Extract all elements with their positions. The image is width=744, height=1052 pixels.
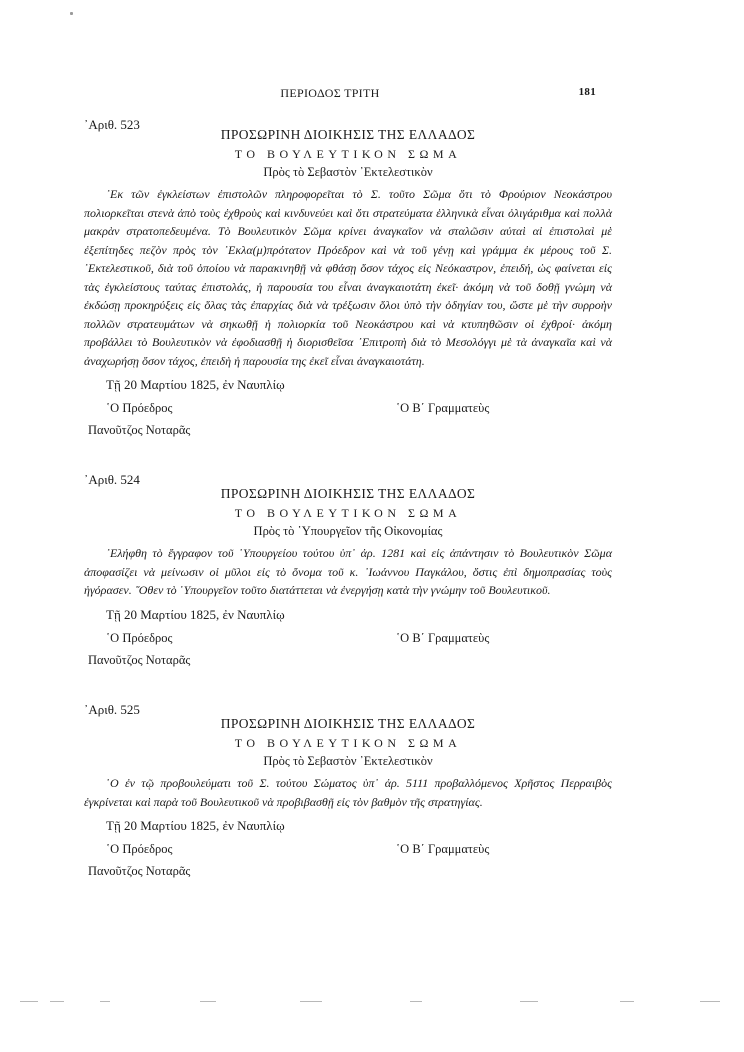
signature-row [84,631,612,651]
addressee: Πρὸς τὸ Σεβαστὸν ᾿Εκτελεστικὸν [263,165,433,179]
page-number: 181 [578,86,596,98]
president-name: Πανοῦτζος Νοταρᾶς [88,423,191,437]
scan-mark [700,1001,720,1002]
scan-mark [520,1001,538,1002]
document-body: ῾Ο ἐν τῷ προβουλεύματι τοῦ Σ. τούτου Σώματος ὑπ᾿ ἀρ. 5111 προβαλλόμενος Χρῆστος Περραιβὸς ἐγκρίνεται καὶ παρὰ τοῦ Βουλευτικοῦ νὰ προβιβασθῇ εἰς τὸν βαθμὸν τῆς στρατηγίας. [84,776,612,809]
president-title: ῾Ο Πρόεδρος [106,630,173,645]
council-title: ΤΟ ΒΟΥΛΕΥΤΙΚΟΝ ΣΩΜΑ [234,506,462,520]
signature-row [84,401,612,421]
date-line: Τῇ 20 Μαρτίου 1825, ἐν Ναυπλίῳ [106,377,285,392]
running-title: ΠΕΡΙΟΔΟΣ ΤΡΙΤΗ [280,86,380,100]
secretary-title: ῾Ο Β΄ Γραμματεὺς [396,842,490,856]
scan-mark [20,1001,38,1002]
document-body: ᾿Ελήφθη τὸ ἔγγραφον τοῦ ῾Υπουργείου τούτου ὑπ᾿ ἀρ. 1281 καὶ εἰς ἀπάντησιν τὸ Βουλευτικὸν Σῶμα ἀποφασίζει νὰ μείνωσιν οἱ μῦλοι εἰς τὸ ὄνομα τοῦ κ. ᾿Ιωάννου Παγκάλου, ὅστις ἐπὶ δημοπρασίας τοὺς ἠγόρασεν. ῞Οθεν τὸ ῾Υπουργεῖον τοῦτο διατάττεται νὰ ἐνεργήσῃ κατὰ τὴν γνώμην τοῦ Βουλευτικοῦ. [84,546,612,597]
scan-mark [620,1001,634,1002]
government-title: ΠΡΟΣΩΡΙΝΗ ΔΙΟΙΚΗΣΙΣ ΤΗΣ ΕΛΛΑΔΟΣ [220,127,476,142]
signature-row [84,842,612,862]
scan-mark [100,1001,110,1002]
date-line: Τῇ 20 Μαρτίου 1825, ἐν Ναυπλίῳ [106,818,285,833]
government-title: ΠΡΟΣΩΡΙΝΗ ΔΙΟΙΚΗΣΙΣ ΤΗΣ ΕΛΛΑΔΟΣ [220,486,476,501]
document-525 [84,702,612,880]
president-title: ῾Ο Πρόεδρος [106,401,173,415]
secretary-title: ῾Ο Β΄ Γραμματεὺς [396,630,490,645]
addressee: Πρὸς τὸ Σεβαστὸν ᾿Εκτελεστικὸν [263,754,433,768]
document-523 [84,117,612,439]
scan-mark [300,1001,322,1002]
document-body: ᾿Εκ τῶν ἐγκλείστων ἐπιστολῶν πληροφορεῖται τὸ Σ. τοῦτο Σῶμα ὅτι τὸ Φρούριον Νεοκάστρου πολιορκεῖται στενὰ ἀπὸ τοὺς ἐχθροὺς καὶ κινδυνεύει καὶ ὅτι στρατεύματα ἑλληνικὰ εἶναι ὀλιγάριθμα καὶ πολλὰ μακρὰν στρατοπεδευμένα. Τὸ Βουλευτικὸν Σῶμα κρίνει ἀναγκαῖον νὰ σταλῶσιν αὐταὶ αἱ ἐπιστολαὶ μὲ ἐξεπίτηδες πεζὸν πρὸς τὸν ᾿Εκλα(μ)πρότατον Πρόεδρον καὶ νὰ τοῦ γένῃ καὶ γράμμα ἐκ μέρους τοῦ Σ. ᾿Εκτελεστικοῦ, διὰ τοῦ ὁποίου νὰ παρακινηθῇ νὰ φθάσῃ ὅσον τάχος εἰς Νεόκαστρον, ἐπειδή, ὡς φαίνεται εἰς τὰς ἐγκλείστους ταύτας ἐπιστολάς, ἡ παρουσία του εἶναι ἀναγκαιοτάτη ἐκεῖ· ἀκόμη νὰ τοῦ δοθῇ γνώμη νὰ ἐκδώσῃ προκηρύξεις εἰς ὅλας τὰς ἐπαρχίας διὰ νὰ τρέξωσιν ὅλοι ὑπὸ τὴν ὁδηγίαν του, ὥστε μὲ τὴν συρροὴν πολλῶν στρατευμάτων νὰ σηκωθῇ ἡ πολιορκία τοῦ Νεοκάστρου καὶ νὰ κτυπηθῶσιν οἱ ἐχθροί· ἀκόμη προβάλλει τὸ Βουλευτικὸν νὰ ἐφοδιασθῇ ἡ διορισθεῖσα ᾿Επιτροπὴ διὰ τὸ Μεσολόγγι μὲ τὰ ἀναγκαῖα καὶ νὰ ἀναχωρήσῃ ὅσον τάχος, ἐπειδὴ ἡ παρουσία της ἐκεῖ εἶναι ἀναγκαιοτάτη. [84,187,612,368]
page-header [0,86,744,104]
document-524 [84,472,612,669]
date-line: Τῇ 20 Μαρτίου 1825, ἐν Ναυπλίῳ [106,606,285,622]
scan-speck [70,12,73,15]
secretary-title: ῾Ο Β΄ Γραμματεὺς [396,401,490,415]
scan-mark [410,1001,422,1002]
council-title: ΤΟ ΒΟΥΛΕΥΤΙΚΟΝ ΣΩΜΑ [234,147,462,161]
president-name: Πανοῦτζος Νοταρᾶς [88,864,191,878]
document-number: ᾿Αριθ. 524 [84,472,140,487]
scan-mark [50,1001,64,1002]
council-title: ΤΟ ΒΟΥΛΕΥΤΙΚΟΝ ΣΩΜΑ [234,736,462,750]
government-title: ΠΡΟΣΩΡΙΝΗ ΔΙΟΙΚΗΣΙΣ ΤΗΣ ΕΛΛΑΔΟΣ [220,716,476,731]
scan-mark [200,1001,216,1002]
president-title: ῾Ο Πρόεδρος [106,842,173,856]
document-number: ᾿Αριθ. 523 [84,117,140,132]
addressee: Πρὸς τὸ ῾Υπουργεῖον τῆς Οἰκονομίας [253,524,443,538]
president-name: Πανοῦτζος Νοταρᾶς [88,652,191,667]
document-number: ᾿Αριθ. 525 [84,702,140,717]
